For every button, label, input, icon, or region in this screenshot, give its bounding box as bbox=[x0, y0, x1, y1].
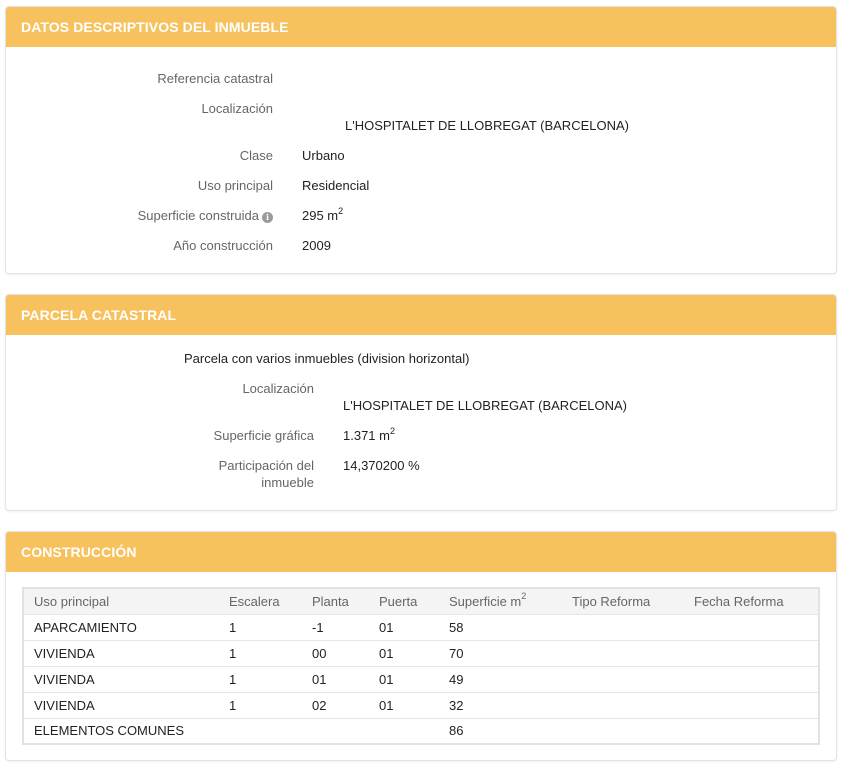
cell-superficie: 32 bbox=[439, 692, 562, 718]
cell-puerta: 01 bbox=[369, 614, 439, 640]
parcela-catastral-header: PARCELA CATASTRAL bbox=[6, 295, 836, 335]
col-planta: Planta bbox=[302, 588, 369, 614]
referencia-catastral-label: Referencia catastral bbox=[157, 71, 273, 86]
construccion-panel bbox=[5, 531, 837, 761]
cell-tipo-reforma bbox=[562, 640, 684, 666]
parcela-descripcion: Parcela con varios inmuebles (division horizontal) bbox=[184, 351, 470, 366]
cell-planta: 00 bbox=[302, 640, 369, 666]
table-row bbox=[23, 640, 819, 666]
col-superficie-label: Superficie m bbox=[449, 593, 522, 609]
cell-fecha-reforma bbox=[684, 666, 819, 692]
clase-label: Clase bbox=[239, 148, 273, 163]
anio-construccion-value: 2009 bbox=[302, 238, 331, 253]
parcela-localizacion-value: L'HOSPITALET DE LLOBREGAT (BARCELONA) bbox=[343, 398, 627, 413]
col-uso-principal: Uso principal bbox=[23, 588, 219, 614]
col-tipo-reforma: Tipo Reforma bbox=[562, 588, 684, 614]
superficie-construida-value-row bbox=[302, 207, 343, 224]
participacion-label-line1: Participación del bbox=[218, 458, 314, 473]
table-row bbox=[23, 666, 819, 692]
parcela-localizacion-label: Localización bbox=[242, 381, 314, 396]
cell-escalera: 1 bbox=[219, 614, 302, 640]
cell-fecha-reforma bbox=[684, 692, 819, 718]
uso-principal-value: Residencial bbox=[302, 178, 370, 193]
cell-superficie: 70 bbox=[439, 640, 562, 666]
cell-planta: 02 bbox=[302, 692, 369, 718]
cell-tipo-reforma bbox=[562, 692, 684, 718]
participacion-label bbox=[6, 457, 314, 491]
cell-puerta: 01 bbox=[369, 666, 439, 692]
localizacion-label: Localización bbox=[201, 101, 273, 116]
superficie-construida-label: Superficie construida bbox=[137, 208, 259, 223]
construccion-table bbox=[22, 587, 820, 745]
cell-uso: ELEMENTOS COMUNES bbox=[23, 718, 219, 744]
col-fecha-reforma: Fecha Reforma bbox=[684, 588, 819, 614]
superficie-grafica-value: 1.371 m bbox=[343, 428, 390, 443]
cell-puerta: 01 bbox=[369, 640, 439, 666]
datos-descriptivos-panel bbox=[5, 6, 837, 274]
table-header-row bbox=[23, 588, 819, 614]
cell-fecha-reforma bbox=[684, 718, 819, 744]
cell-planta bbox=[302, 718, 369, 744]
cell-superficie: 86 bbox=[439, 718, 562, 744]
participacion-value: 14,370200 % bbox=[343, 458, 420, 473]
construccion-header: CONSTRUCCIÓN bbox=[6, 532, 836, 572]
cell-planta: 01 bbox=[302, 666, 369, 692]
cell-uso: VIVIENDA bbox=[23, 692, 219, 718]
col-puerta: Puerta bbox=[369, 588, 439, 614]
table-row bbox=[23, 614, 819, 640]
cell-escalera: 1 bbox=[219, 692, 302, 718]
cell-escalera: 1 bbox=[219, 640, 302, 666]
cell-tipo-reforma bbox=[562, 666, 684, 692]
cell-puerta: 01 bbox=[369, 692, 439, 718]
cell-tipo-reforma bbox=[562, 614, 684, 640]
cell-superficie: 58 bbox=[439, 614, 562, 640]
cell-uso: VIVIENDA bbox=[23, 666, 219, 692]
cell-puerta bbox=[369, 718, 439, 744]
cell-uso: APARCAMIENTO bbox=[23, 614, 219, 640]
clase-value: Urbano bbox=[302, 148, 345, 163]
superficie-grafica-value-row bbox=[343, 427, 395, 444]
superficie-grafica-exponent: 2 bbox=[389, 425, 395, 436]
cell-uso: VIVIENDA bbox=[23, 640, 219, 666]
superficie-grafica-label: Superficie gráfica bbox=[213, 428, 314, 443]
table-row bbox=[23, 718, 819, 744]
participacion-label-line2: inmueble bbox=[261, 475, 314, 490]
table-row bbox=[23, 692, 819, 718]
col-superficie bbox=[439, 588, 562, 614]
cell-fecha-reforma bbox=[684, 640, 819, 666]
parcela-catastral-panel bbox=[5, 294, 837, 511]
uso-principal-label: Uso principal bbox=[197, 178, 273, 193]
superficie-construida-value: 295 m bbox=[302, 208, 339, 223]
cell-escalera: 1 bbox=[219, 666, 302, 692]
superficie-unit-exponent: 2 bbox=[338, 205, 344, 216]
cell-planta: -1 bbox=[302, 614, 369, 640]
anio-construccion-label: Año construcción bbox=[173, 238, 273, 253]
info-icon[interactable]: i bbox=[262, 212, 273, 223]
cell-escalera bbox=[219, 718, 302, 744]
datos-descriptivos-header: DATOS DESCRIPTIVOS DEL INMUEBLE bbox=[6, 7, 836, 47]
cell-superficie: 49 bbox=[439, 666, 562, 692]
superficie-construida-label-row bbox=[6, 207, 273, 224]
cell-tipo-reforma bbox=[562, 718, 684, 744]
localizacion-value: L'HOSPITALET DE LLOBREGAT (BARCELONA) bbox=[345, 118, 629, 133]
col-escalera: Escalera bbox=[219, 588, 302, 614]
cell-fecha-reforma bbox=[684, 614, 819, 640]
col-superficie-exponent: 2 bbox=[521, 591, 527, 602]
